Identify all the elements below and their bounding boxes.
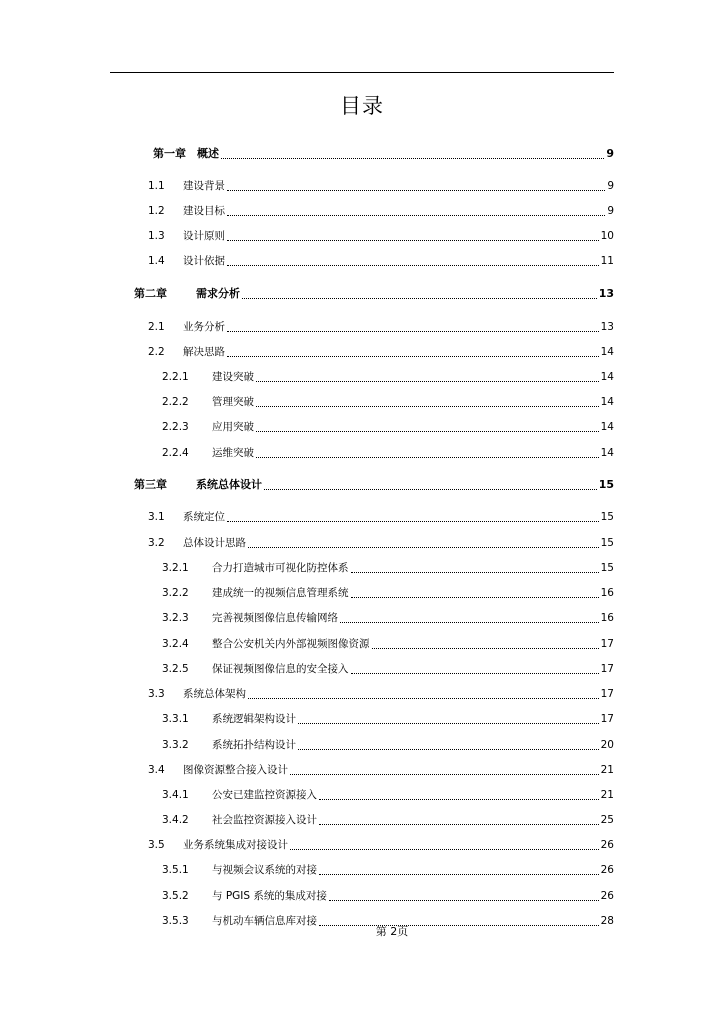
toc-entry-number: 2.1 (148, 321, 165, 333)
toc-entry-page: 14 (600, 371, 614, 383)
toc-entry-page: 25 (600, 814, 614, 826)
toc-entry-number: 2.2 (148, 346, 165, 358)
toc-entry[interactable] (162, 862, 614, 878)
toc-entry[interactable] (134, 477, 614, 493)
toc-entry-page: 15 (598, 478, 614, 491)
toc-entry[interactable] (148, 686, 614, 702)
toc-entry[interactable] (153, 146, 614, 162)
toc-entry-title: 业务系统集成对接设计 (183, 839, 288, 851)
toc-entry-title: 系统逻辑架构设计 (212, 713, 296, 725)
toc-entry[interactable] (148, 837, 614, 853)
toc-entry[interactable] (162, 661, 614, 677)
toc-entry-page: 14 (600, 396, 614, 408)
toc-entry[interactable] (148, 253, 614, 269)
toc-entry-page: 11 (600, 255, 614, 267)
toc-entry-title: 完善视频图像信息传输网络 (212, 612, 338, 624)
toc-entry[interactable] (148, 344, 614, 360)
toc-entry-page: 17 (600, 638, 614, 650)
toc-entry-number: 第一章 (153, 147, 186, 160)
toc-entry-number: 2.2.2 (162, 396, 189, 408)
dot-leader (227, 521, 599, 522)
toc-entry[interactable] (162, 369, 614, 385)
toc-entry-page: 20 (600, 739, 614, 751)
dot-leader (264, 489, 597, 490)
toc-entry-page: 26 (600, 839, 614, 851)
toc-entry[interactable] (162, 812, 614, 828)
toc-entry-number: 3.5.1 (162, 864, 189, 876)
dot-leader (298, 749, 599, 750)
toc-entry[interactable] (148, 178, 614, 194)
toc-entry-page: 13 (598, 287, 614, 300)
dot-leader (221, 158, 604, 159)
dot-leader (248, 547, 599, 548)
toc-entry-number: 1.1 (148, 180, 165, 192)
toc-entry-page: 14 (600, 346, 614, 358)
toc-entry[interactable] (162, 585, 614, 601)
toc-entry-page: 16 (600, 612, 614, 624)
toc-entry-number: 3.5.3 (162, 915, 189, 927)
toc-entry-title: 公安已建监控资源接入 (212, 789, 317, 801)
toc-entry-number: 3.4.2 (162, 814, 189, 826)
toc-entry[interactable] (148, 509, 614, 525)
toc-entry-number: 3.3.1 (162, 713, 189, 725)
toc-entry[interactable] (148, 535, 614, 551)
toc-entry-title: 合力打造城市可视化防控体系 (212, 562, 349, 574)
toc-entry-title: 总体设计思路 (183, 537, 246, 549)
toc-entry[interactable] (134, 286, 614, 302)
toc-entry-number: 3.5.2 (162, 890, 189, 902)
page-title: 目录 (340, 94, 384, 118)
toc-entry-number: 1.2 (148, 205, 165, 217)
toc-entry[interactable] (162, 711, 614, 727)
toc-entry[interactable] (148, 228, 614, 244)
toc-entry-title: 整合公安机关内外部视频图像资源 (212, 638, 370, 650)
toc-entry-page: 13 (600, 321, 614, 333)
toc-entry-number: 2.2.1 (162, 371, 189, 383)
toc-entry-page: 15 (600, 511, 614, 523)
toc-entry-title: 保证视频图像信息的安全接入 (212, 663, 349, 675)
dot-leader (256, 457, 599, 458)
toc-entry-page: 21 (600, 764, 614, 776)
toc-entry-title: 应用突破 (212, 421, 254, 433)
toc-entry-page: 15 (600, 562, 614, 574)
toc-entry-number: 2.2.3 (162, 421, 189, 433)
toc-entry-number: 3.4 (148, 764, 165, 776)
toc-entry-title: 运维突破 (212, 447, 254, 459)
dot-leader (290, 774, 599, 775)
dot-leader (340, 622, 599, 623)
toc-entry-page: 15 (600, 537, 614, 549)
dot-leader (256, 431, 599, 432)
toc-entry-title: 图像资源整合接入设计 (183, 764, 288, 776)
dot-leader (227, 215, 605, 216)
toc-entry-title: 与视频会议系统的对接 (212, 864, 317, 876)
toc-entry-title: 设计原则 (183, 230, 225, 242)
toc-entry-page: 9 (607, 205, 614, 217)
toc-entry-title: 解决思路 (183, 346, 225, 358)
toc-entry[interactable] (148, 203, 614, 219)
toc-entry-number: 第三章 (134, 478, 167, 491)
dot-leader (351, 572, 599, 573)
toc-entry-number: 3.2.5 (162, 663, 189, 675)
toc-entry-title: 业务分析 (183, 321, 225, 333)
toc-entry[interactable] (162, 560, 614, 576)
toc-entry[interactable] (148, 762, 614, 778)
toc-entry[interactable] (162, 636, 614, 652)
toc-entry-title: 与 PGIS 系统的集成对接 (212, 890, 327, 902)
dot-leader (227, 356, 599, 357)
dot-leader (351, 673, 599, 674)
toc-entry[interactable] (162, 419, 614, 435)
toc-entry-number: 3.2.1 (162, 562, 189, 574)
dot-leader (227, 240, 599, 241)
toc-entry-number: 1.3 (148, 230, 165, 242)
toc-entry-number: 3.1 (148, 511, 165, 523)
dot-leader (227, 265, 599, 266)
toc-entry[interactable] (162, 394, 614, 410)
toc-entry-number: 3.2.4 (162, 638, 189, 650)
toc-entry-number: 3.2 (148, 537, 165, 549)
toc-entry-page: 26 (600, 890, 614, 902)
toc-entry-number: 1.4 (148, 255, 165, 267)
toc-entry-title: 建设背景 (183, 180, 225, 192)
toc-entry[interactable] (162, 610, 614, 626)
toc-entry-title: 建设目标 (183, 205, 225, 217)
toc-entry-title: 系统拓扑结构设计 (212, 739, 296, 751)
toc-entry-page: 21 (600, 789, 614, 801)
toc-entry-page: 14 (600, 447, 614, 459)
toc-entry-title: 社会监控资源接入设计 (212, 814, 317, 826)
toc-entry-page: 17 (600, 663, 614, 675)
dot-leader (290, 849, 599, 850)
dot-leader (248, 698, 599, 699)
toc-entry-number: 3.2.3 (162, 612, 189, 624)
toc-entry[interactable] (148, 319, 614, 335)
toc-entry-number: 2.2.4 (162, 447, 189, 459)
toc-entry-number: 3.3.2 (162, 739, 189, 751)
toc-entry-title: 与机动车辆信息库对接 (212, 915, 317, 927)
toc-entry-page: 28 (600, 915, 614, 927)
dot-leader (372, 648, 599, 649)
toc-entry[interactable] (162, 888, 614, 904)
toc-entry-title: 建设突破 (212, 371, 254, 383)
toc-entry-page: 9 (606, 147, 614, 160)
toc-entry-number: 第二章 (134, 287, 167, 300)
dot-leader (256, 406, 599, 407)
dot-leader (227, 331, 599, 332)
toc-entry-title: 建成统一的视频信息管理系统 (212, 587, 349, 599)
toc-entry-number: 3.5 (148, 839, 165, 851)
toc-entry-page: 9 (607, 180, 614, 192)
dot-leader (227, 190, 605, 191)
toc-entry-title: 系统总体设计 (196, 478, 262, 491)
toc-entry-page: 14 (600, 421, 614, 433)
dot-leader (319, 824, 599, 825)
toc-entry-page: 10 (600, 230, 614, 242)
toc-entry[interactable] (162, 737, 614, 753)
dot-leader (351, 597, 599, 598)
toc-entry-page: 16 (600, 587, 614, 599)
toc-entry[interactable] (162, 445, 614, 461)
dot-leader (329, 900, 599, 901)
toc-entry-number: 3.3 (148, 688, 165, 700)
toc-entry-title: 需求分析 (196, 287, 240, 300)
toc-entry-number: 3.4.1 (162, 789, 189, 801)
toc-entry[interactable] (162, 787, 614, 803)
toc-entry-page: 17 (600, 688, 614, 700)
dot-leader (256, 381, 599, 382)
toc-entry-title: 系统总体架构 (183, 688, 246, 700)
toc-entry-title: 管理突破 (212, 396, 254, 408)
toc-entry-page: 17 (600, 713, 614, 725)
dot-leader (319, 874, 599, 875)
toc-entry-page: 26 (600, 864, 614, 876)
toc-entry-number: 3.2.2 (162, 587, 189, 599)
toc-entry-title: 设计依据 (183, 255, 225, 267)
dot-leader (319, 799, 599, 800)
dot-leader (298, 723, 599, 724)
dot-leader (242, 298, 597, 299)
toc-entry-title: 概述 (197, 147, 219, 160)
toc-entry-title: 系统定位 (183, 511, 225, 523)
page-footer: 第 2页 (375, 925, 409, 938)
